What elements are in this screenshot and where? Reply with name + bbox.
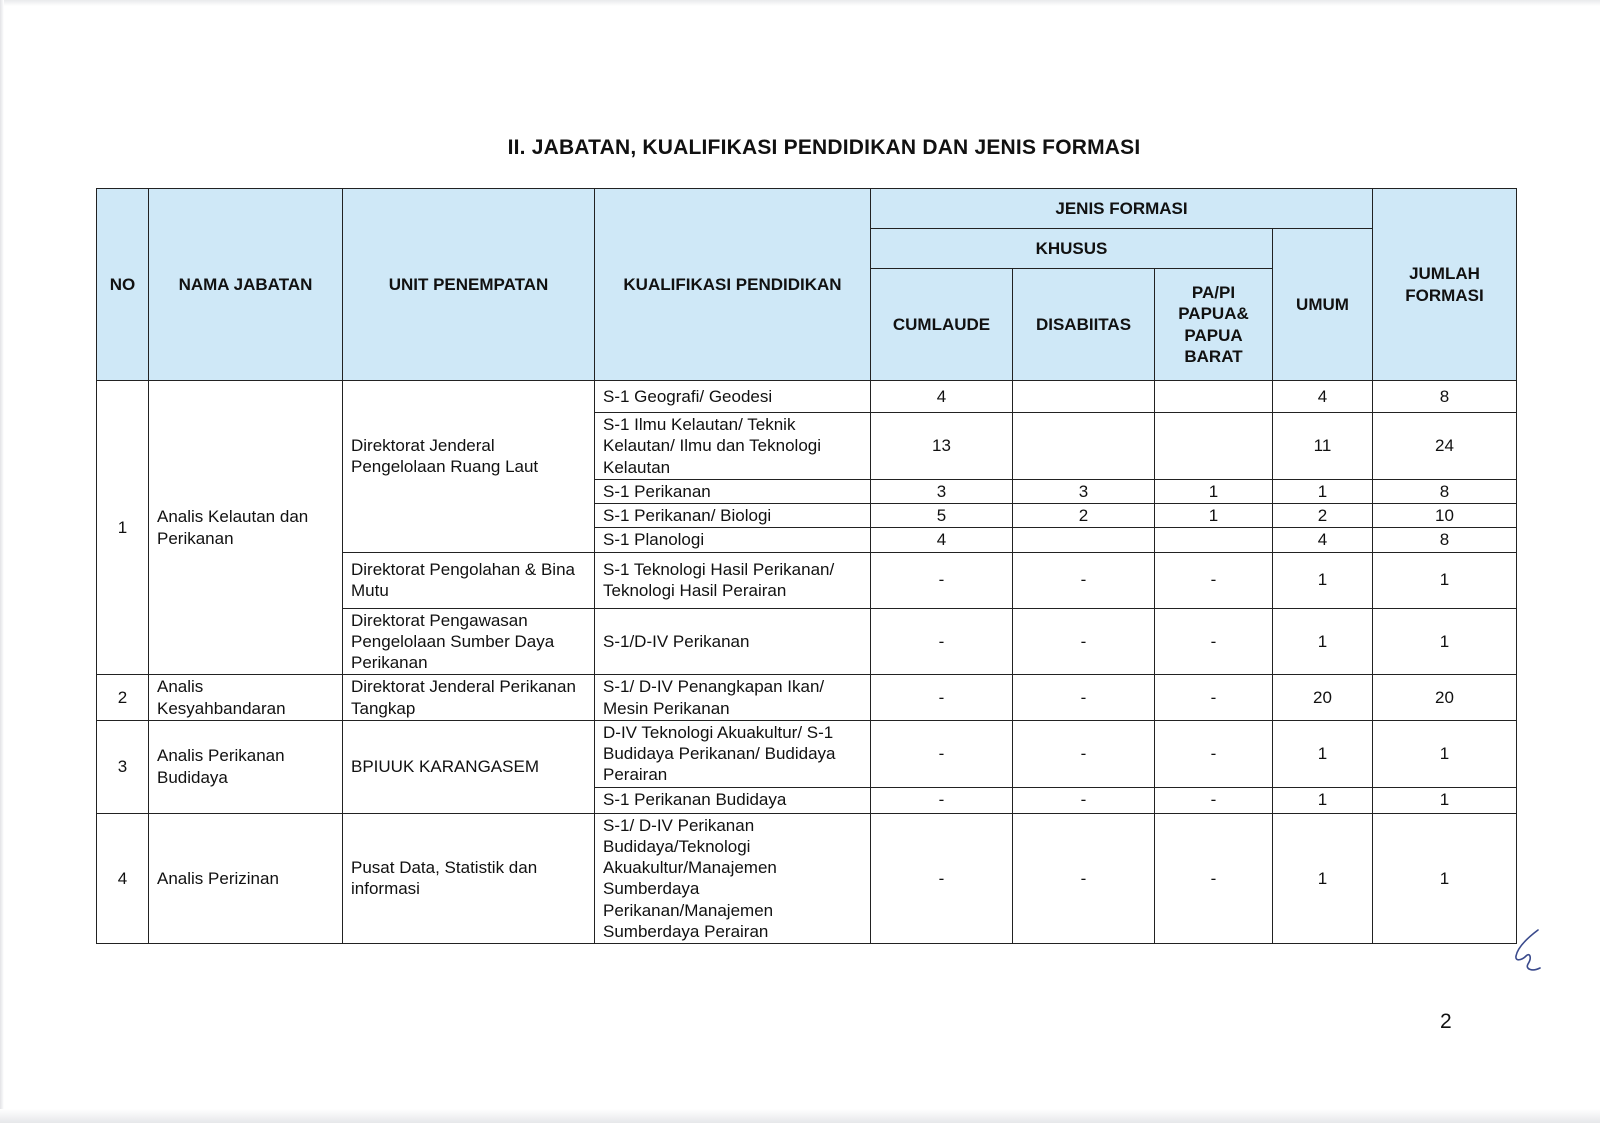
cell-jumlah: 1	[1373, 720, 1517, 787]
cell-papua: -	[1155, 552, 1273, 608]
header-papua-line: PAPUA&	[1178, 304, 1249, 324]
cell-unit: BPIUUK KARANGASEM	[343, 720, 595, 813]
cell-kualifikasi: S-1 Teknologi Hasil Perikanan/ Teknologi Hasil Perairan	[595, 552, 871, 608]
cell-disabilitas	[1013, 413, 1155, 480]
formasi-table	[96, 188, 1517, 944]
cell-umum: 4	[1273, 528, 1373, 552]
header-khusus: KHUSUS	[871, 229, 1273, 269]
header-umum: UMUM	[1273, 229, 1373, 381]
cell-kualifikasi: S-1 Perikanan	[595, 479, 871, 503]
cell-kualifikasi: S-1 Perikanan/ Biologi	[595, 504, 871, 528]
cell-cumlaude: -	[871, 787, 1013, 813]
page-edge	[0, 0, 1600, 6]
cell-papua	[1155, 413, 1273, 480]
cell-jumlah: 8	[1373, 528, 1517, 552]
header-jumlah-line: JUMLAH	[1409, 264, 1480, 284]
cell-disabilitas: -	[1013, 552, 1155, 608]
initial-signature	[1510, 928, 1550, 984]
cell-disabilitas: 2	[1013, 504, 1155, 528]
cell-jumlah: 20	[1373, 675, 1517, 721]
cell-cumlaude: 13	[871, 413, 1013, 480]
cell-cumlaude: -	[871, 608, 1013, 675]
table-row	[97, 381, 1517, 413]
cell-papua: 1	[1155, 479, 1273, 503]
cell-nama-jabatan: Analis Perizinan	[149, 813, 343, 944]
cell-nama-jabatan: Analis Kesyahbandaran	[149, 675, 343, 721]
table-row	[97, 813, 1517, 944]
cell-cumlaude: 3	[871, 479, 1013, 503]
cell-cumlaude: -	[871, 813, 1013, 944]
cell-papua	[1155, 381, 1273, 413]
cell-umum: 4	[1273, 381, 1373, 413]
cell-kualifikasi: S-1 Ilmu Kelautan/ Teknik Kelautan/ Ilmu dan Teknologi Kelautan	[595, 413, 871, 480]
cell-papua: 1	[1155, 504, 1273, 528]
header-jenis-formasi: JENIS FORMASI	[871, 189, 1373, 229]
cell-kualifikasi: S-1/D-IV Perikanan	[595, 608, 871, 675]
cell-nama-jabatan: Analis Perikanan Budidaya	[149, 720, 343, 813]
header-disabilitas: DISABIITAS	[1013, 269, 1155, 381]
header-papua-line: BARAT	[1184, 346, 1243, 366]
cell-cumlaude: -	[871, 552, 1013, 608]
cell-papua: -	[1155, 675, 1273, 721]
cell-papua: -	[1155, 813, 1273, 944]
cell-jumlah: 1	[1373, 813, 1517, 944]
cell-unit: Pusat Data, Statistik dan informasi	[343, 813, 595, 944]
cell-kualifikasi: S-1/ D-IV Perikanan Budidaya/Teknologi Akuakultur/Manajemen Sumberdaya Perikanan/Manajemen Sumberdaya Perairan	[595, 813, 871, 944]
cell-papua: -	[1155, 787, 1273, 813]
cell-kualifikasi: S-1 Geografi/ Geodesi	[595, 381, 871, 413]
cell-no: 2	[97, 675, 149, 721]
cell-cumlaude: 5	[871, 504, 1013, 528]
cell-cumlaude: -	[871, 675, 1013, 721]
header-nama-jabatan: NAMA JABATAN	[149, 189, 343, 381]
cell-umum: 1	[1273, 787, 1373, 813]
cell-cumlaude: 4	[871, 381, 1013, 413]
header-unit-penempatan: UNIT PENEMPATAN	[343, 189, 595, 381]
cell-umum: 1	[1273, 479, 1373, 503]
cell-unit: Direktorat Pengolahan & Bina Mutu	[343, 552, 595, 608]
table-row	[97, 720, 1517, 787]
header-papua-line: PA/PI	[1191, 283, 1236, 302]
cell-unit: Direktorat Jenderal Pengelolaan Ruang Laut	[343, 381, 595, 553]
cell-umum: 1	[1273, 720, 1373, 787]
cell-kualifikasi: D-IV Teknologi Akuakultur/ S-1 Budidaya Perikanan/ Budidaya Perairan	[595, 720, 871, 787]
header-no: NO	[97, 189, 149, 381]
header-papua	[1155, 269, 1273, 381]
header-kualifikasi: KUALIFIKASI PENDIDIKAN	[595, 189, 871, 381]
cell-jumlah: 1	[1373, 608, 1517, 675]
page-title: II. JABATAN, KUALIFIKASI PENDIDIKAN DAN JENIS FORMASI	[507, 136, 1141, 159]
cell-cumlaude: 4	[871, 528, 1013, 552]
cell-umum: 2	[1273, 504, 1373, 528]
cell-disabilitas: 3	[1013, 479, 1155, 503]
cell-umum: 1	[1273, 608, 1373, 675]
cell-kualifikasi: S-1 Perikanan Budidaya	[595, 787, 871, 813]
cell-disabilitas: -	[1013, 813, 1155, 944]
cell-disabilitas: -	[1013, 720, 1155, 787]
page-number: 2	[1440, 1010, 1452, 1033]
cell-umum: 20	[1273, 675, 1373, 721]
cell-jumlah: 24	[1373, 413, 1517, 480]
cell-unit: Direktorat Pengawasan Pengelolaan Sumber Daya Perikanan	[343, 608, 595, 675]
cell-nama-jabatan: Analis Kelautan dan Perikanan	[149, 381, 343, 675]
cell-no: 3	[97, 720, 149, 813]
cell-umum: 11	[1273, 413, 1373, 480]
cell-disabilitas: -	[1013, 675, 1155, 721]
header-papua-line: PAPUA	[1184, 325, 1243, 345]
cell-papua: -	[1155, 608, 1273, 675]
cell-jumlah: 8	[1373, 479, 1517, 503]
page-edge	[0, 1109, 1600, 1123]
cell-cumlaude: -	[871, 720, 1013, 787]
table-row	[97, 675, 1517, 721]
header-jumlah-formasi	[1373, 189, 1517, 381]
page-edge	[0, 0, 4, 1123]
cell-umum: 1	[1273, 813, 1373, 944]
cell-kualifikasi: S-1/ D-IV Penangkapan Ikan/ Mesin Perikanan	[595, 675, 871, 721]
cell-disabilitas	[1013, 381, 1155, 413]
cell-papua: -	[1155, 720, 1273, 787]
header-cumlaude: CUMLAUDE	[871, 269, 1013, 381]
cell-kualifikasi: S-1 Planologi	[595, 528, 871, 552]
cell-disabilitas: -	[1013, 608, 1155, 675]
cell-unit: Direktorat Jenderal Perikanan Tangkap	[343, 675, 595, 721]
cell-disabilitas: -	[1013, 787, 1155, 813]
cell-jumlah: 8	[1373, 381, 1517, 413]
cell-jumlah: 1	[1373, 552, 1517, 608]
cell-jumlah: 10	[1373, 504, 1517, 528]
cell-no: 4	[97, 813, 149, 944]
cell-papua	[1155, 528, 1273, 552]
cell-no: 1	[97, 381, 149, 675]
cell-disabilitas	[1013, 528, 1155, 552]
cell-jumlah: 1	[1373, 787, 1517, 813]
header-jumlah-line: FORMASI	[1405, 285, 1484, 305]
cell-umum: 1	[1273, 552, 1373, 608]
